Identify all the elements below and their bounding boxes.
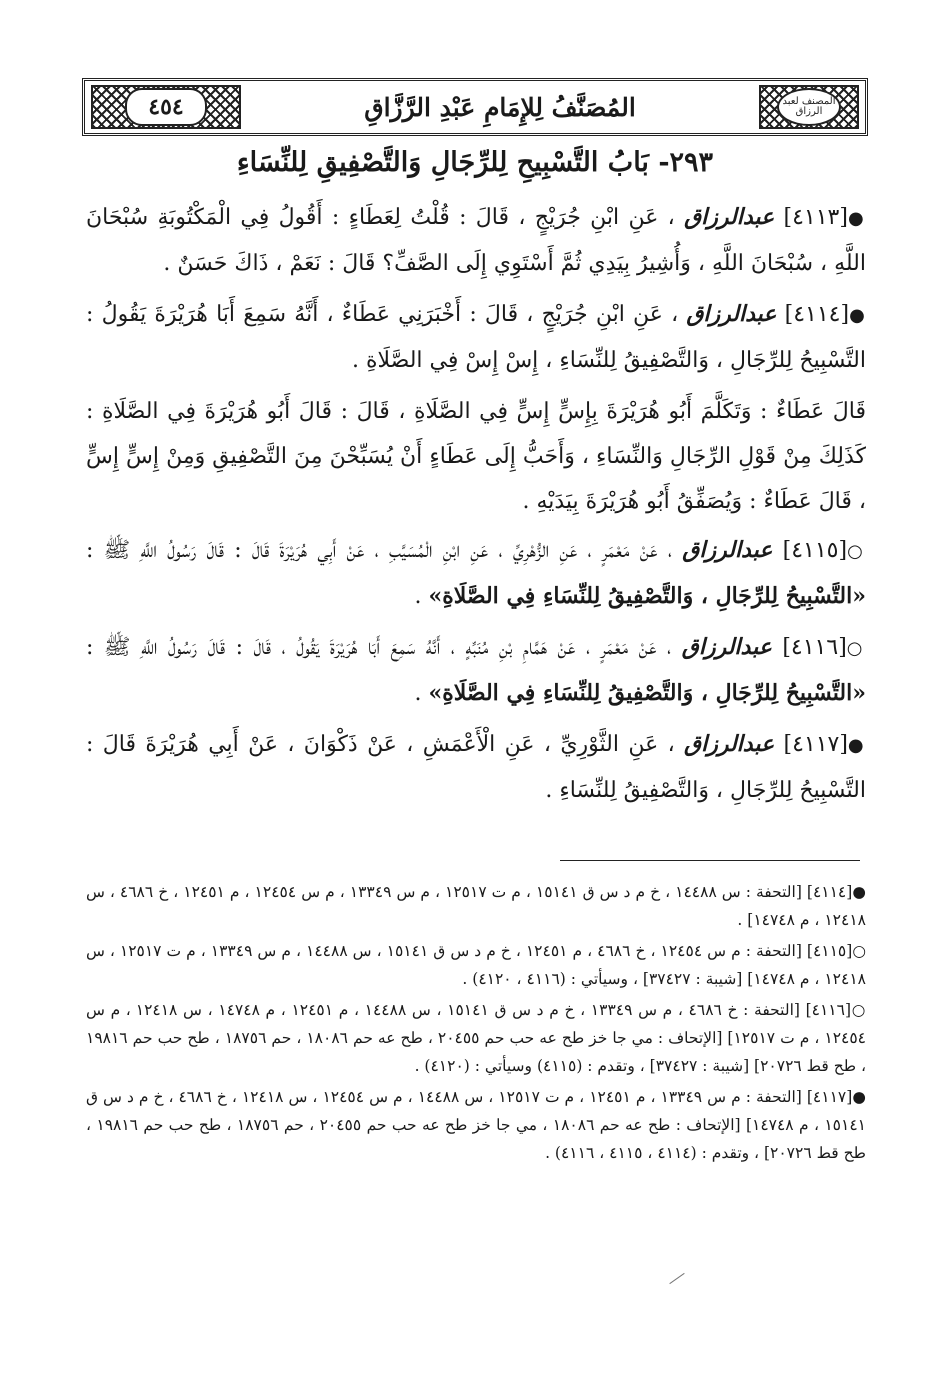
narrator-name: عبدالرزاق — [681, 634, 772, 660]
narrator-name: عبدالرزاق — [684, 204, 775, 230]
footnote-4116: ○[٤١١٦] [التحفة : خ ٤٦٨٦ ، م س ١٣٣٤٩ ، خ م د س ق ١٥١٤١ ، س ١٤٤٨٨ ، م ١٢٤٥١ ، م ١٤٧٤٨ ، س ١٢٤١٨ ، م س ١٢٤٥٤ ، م ت ١٢٥١٧] [الإتحاف : مي جا خز طح عه حب حم ٢٠٤٥٥ ، طح عه حم ١٨٠٨٦ ، حم ١٨٧٥٦ ، طح حب حم ١٩٨١٦ ، طح قط ٢٠٧٢٦] [شيبة : ٣٧٤٢٧] ، وتقدم : (٤١١٥) وسيأتي : (٤١٢٠) . — [86, 1001, 867, 1075]
main-text — [86, 195, 866, 819]
header-ornament-left — [91, 85, 241, 129]
hadith-4116 — [86, 625, 866, 716]
book-seal-icon: المصنف لعبد الرزاق — [777, 88, 841, 126]
chapter-title: ٢٩٣- بَابُ التَّسْبِيحِ لِلرِّجَالِ وَالتَّصْفِيقِ لِلنِّسَاءِ — [236, 147, 714, 178]
hadith-marker: ○ — [847, 541, 866, 562]
footnote-4117: ●[٤١١٧] [التحفة : م س ١٣٣٤٩ ، م ١٢٤٥١ ، م ت ١٢٥١٧ ، س ١٤٤٨٨ ، م س ١٢٤٥٤ ، س ١٢٤١٨ ، خ ٤٦٨٦ ، خ م د س ق ١٥١٤١ ، م ١٤٧٤٨] [الإتحاف : طح عه حم ١٨٠٨٦ ، مي جا خز طح عه حب حم ٢٠٤٥٥ ، حم ١٨٧٥٦ ، طح حب حم ١٩٨١٦ ، طح قط ٢٠٧٢٦] ، وتقدم : (٤١١٤ ، ٤١١٥ ، ٤١١٦) . — [86, 1088, 866, 1162]
page-header — [82, 78, 868, 136]
hadith-4117 — [86, 722, 866, 813]
footnote-4114: ●[٤١١٤] [التحفة : س ١٤٤٨٨ ، خ م د س ق ١٥١٤١ ، م ت ١٢٥١٧ ، م س ١٣٣٤٩ ، م س ١٢٤٥٤ ، م ١٢٤٥١ ، خ ٤٦٨٦ ، س ١٢٤١٨ ، م ١٤٧٤٨] . — [86, 883, 867, 929]
hadith-marker: ○ — [846, 638, 866, 659]
stray-pen-mark — [669, 1273, 684, 1284]
page-number: ٤٥٤ — [125, 88, 207, 126]
hadith-marker: ● — [847, 735, 866, 756]
narrator-name: عبدالرزاق — [686, 301, 777, 327]
footnotes — [86, 878, 866, 1170]
hadith-4113 — [86, 195, 866, 286]
header-ornament-right — [759, 85, 859, 129]
hadith-text: ، عَنِ ابْنِ جُرَيْجٍ ، قَالَ : قُلْتُ لِعَطَاءٍ : أَقُولُ فِي الْمَكْتُوبَةِ سُبْحَانَ اللَّهِ ، سُبْحَانَ اللَّهِ ، وَأُشِيرُ بِيَدِي ثُمَّ أَسْتَوِي إِلَى الصَّفِّ؟ قَالَ : نَعَمْ ، ذَاكَ حَسَنٌ . — [86, 205, 866, 276]
hadith-number: [٤١١٥] — [782, 538, 848, 563]
footnote-divider — [560, 860, 860, 861]
narrator-name: عبدالرزاق — [682, 537, 773, 563]
hadith-text: ، عَنْ مَعْمَرٍ ، عَنِ الزُّهْرِيِّ ، عَنِ ابْنِ الْمُسَيَّبِ ، عَنْ أَبِي هُرَيْرَةَ قَالَ : قَالَ رَسُولُ اللَّهِ ﷺ : — [86, 538, 673, 563]
narrator-name: عبدالرزاق — [684, 731, 775, 757]
hadith-text: ، عَنِ الثَّوْرِيِّ ، عَنِ الْأَعْمَشِ ، عَنْ ذَكْوَانَ ، عَنْ أَبِي هُرَيْرَةَ قَالَ : التَّسْبِيحُ لِلرِّجَالِ ، وَالتَّصْفِيقُ لِلنِّسَاءِ . — [86, 732, 866, 803]
hadith-text: ، عَنْ مَعْمَرٍ ، عَنْ هَمَّامِ بْنِ مُنَبِّهٍ ، أَنَّهُ سَمِعَ أَبَا هُرَيْرَةَ يَقُولُ ، قَالَ : قَالَ رَسُولُ اللَّهِ ﷺ : — [86, 635, 672, 660]
hadith-end: . — [414, 584, 429, 609]
ata-commentary: قَالَ عَطَاءٌ : وَتَكَلَّمَ أَبُو هُرَيْرَةَ بِإِسٍّ إِسٍّ فِي الصَّلَاةِ ، قَالَ : قَالَ أَبُو هُرَيْرَةَ فِي الصَّلَاةِ : كَذَلِكَ مِنْ قَوْلِ الرِّجَالِ وَالنِّسَاءِ ، وَأَحَبُّ إِلَى عَطَاءٍ أَنْ يُسَبِّحْنَ مِنَ التَّصْفِيقِ وَمِنْ إِسٍّ إِسٍّ ، قَالَ عَطَاءٌ : وَيُصَفِّقُ أَبُو هُرَيْرَةَ بِيَدَيْهِ . — [86, 399, 866, 514]
running-title: المُصَنَّفُ لِلإِمَامِ عَبْدِ الرَّزَّاقِ — [364, 92, 636, 122]
hadith-4115 — [86, 528, 866, 619]
hadith-marker: ● — [847, 208, 866, 229]
hadith-marker: ● — [849, 305, 866, 326]
hadith-number: [٤١١٧] — [783, 732, 848, 757]
hadith-number: [٤١١٣] — [783, 205, 848, 230]
prophetic-quote: «التَّسْبِيحُ لِلرِّجَالِ ، وَالتَّصْفِيقُ لِلنِّسَاءِ فِي الصَّلَاةِ» — [428, 680, 866, 706]
hadith-number: [٤١١٦] — [782, 635, 847, 660]
hadith-end: . — [414, 681, 429, 706]
hadith-number: [٤١١٤] — [784, 302, 850, 327]
prophetic-quote: «التَّسْبِيحُ لِلرِّجَالِ ، وَالتَّصْفِيقُ لِلنِّسَاءِ فِي الصَّلَاةِ» — [428, 583, 866, 609]
hadith-text: ، عَنِ ابْنِ جُرَيْجٍ ، قَالَ : أَخْبَرَنِي عَطَاءٌ ، أَنَّهُ سَمِعَ أَبَا هُرَيْرَةَ يَقُولُ : التَّسْبِيحُ لِلرِّجَالِ ، وَالتَّصْفِيقُ لِلنِّسَاءِ ، إِسْ إِسْ فِي الصَّلَاةِ . — [86, 302, 866, 373]
hadith-4114 — [86, 292, 866, 383]
footnote-4115: ○[٤١١٥] [التحفة : م س ١٢٤٥٤ ، خ ٤٦٨٦ ، م ١٢٤٥١ ، خ م د س ق ١٥١٤١ ، س ١٤٤٨٨ ، م س ١٣٣٤٩ ، م ت ١٢٥١٧ ، س ١٢٤١٨ ، م ١٤٧٤٨] [شيبة : ٣٧٤٢٧] ، وسيأتي : (٤١١٦ ، ٤١٢٠) . — [86, 942, 866, 988]
